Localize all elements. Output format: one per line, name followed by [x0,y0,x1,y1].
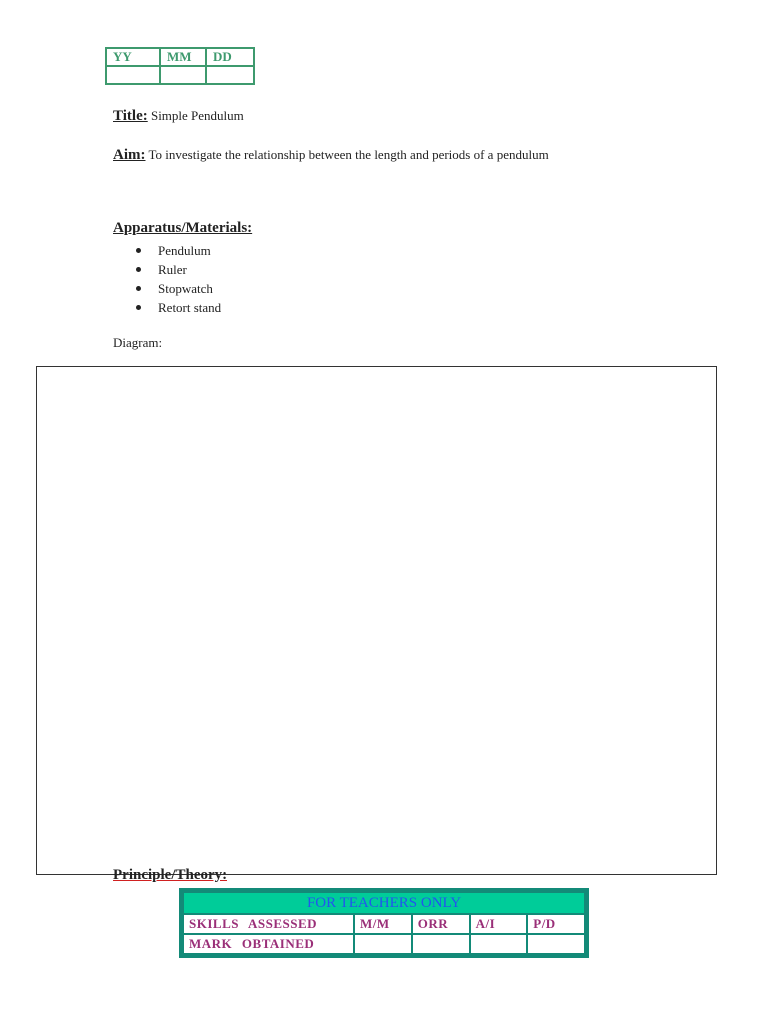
mark-ai[interactable] [471,935,527,953]
aim-label: Aim: [113,147,146,163]
mark-mm[interactable] [355,935,411,953]
skill-ai: A/I [471,915,527,933]
list-item: Pendulum [136,241,221,260]
aim-value: To investigate the relationship between the length and periods of a pendulum [148,147,549,162]
list-item: Ruler [136,260,221,279]
date-header-dd: DD [206,48,254,66]
diagram-box[interactable] [36,366,717,875]
date-value-mm[interactable] [160,66,206,84]
mark-orr[interactable] [413,935,469,953]
skill-mm: M/M [355,915,411,933]
title-label: Title: [113,108,148,124]
date-header-row [106,48,254,66]
mark-pd[interactable] [528,935,584,953]
date-table [105,47,255,85]
title-line [113,108,244,125]
apparatus-label: Apparatus/Materials: [113,220,253,236]
date-value-row [106,66,254,84]
skill-pd: P/D [528,915,584,933]
theory-heading: Principle/Theory: [113,868,228,883]
skills-label: SKILLS ASSESSED [184,915,353,933]
date-value-dd[interactable] [206,66,254,84]
skill-orr: ORR [413,915,469,933]
materials-list [136,241,221,317]
apparatus-heading [113,220,252,237]
date-header-yy: YY [106,48,160,66]
teacher-assessment-table [179,888,589,958]
list-item: Stopwatch [136,279,221,298]
date-value-yy[interactable] [106,66,160,84]
aim-line [113,147,549,164]
date-header-mm: MM [160,48,206,66]
marks-row [184,935,584,953]
teacher-header-row [184,893,584,913]
list-item: Retort stand [136,298,221,317]
title-value: Simple Pendulum [150,108,244,123]
diagram-label: Diagram: [113,335,163,350]
teacher-table-header: FOR TEACHERS ONLY [184,893,584,913]
mark-label: MARK OBTAINED [184,935,353,953]
skills-row [184,915,584,933]
